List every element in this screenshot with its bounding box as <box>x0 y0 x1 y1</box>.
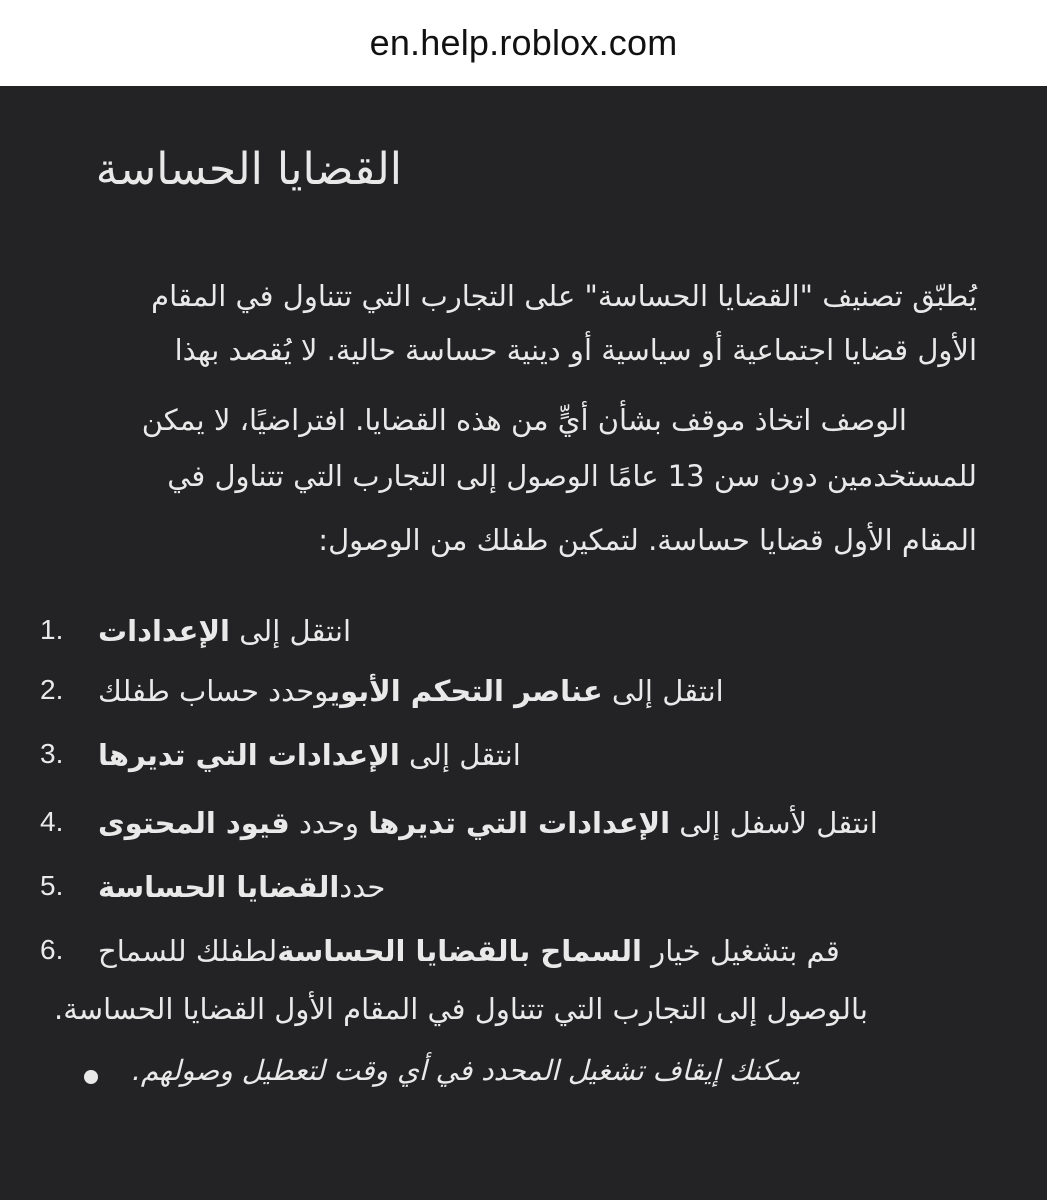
step-text <box>98 934 840 968</box>
step-bold: عناصر التحكم الأبوي <box>329 674 603 708</box>
step-text <box>98 806 878 840</box>
paragraph-line-3: الوصف اتخاذ موقف بشأن أيٍّ من هذه القضايا. افتراضيًا، لا يمكن <box>141 403 907 437</box>
step-plain: وحدد حساب طفلك <box>98 674 330 708</box>
step-item <box>40 870 1000 916</box>
browser-address-bar[interactable] <box>0 0 1047 86</box>
step-bold: الإعدادات <box>98 614 231 648</box>
step-number: 2. <box>40 674 64 705</box>
paragraph-line-4: للمستخدمين دون سن 13 عامًا الوصول إلى التجارب التي تتناول في <box>167 459 977 493</box>
step-plain: وحدد <box>289 806 369 840</box>
step-item <box>40 738 1000 784</box>
step-text <box>98 870 385 904</box>
step-number: 3. <box>40 738 64 769</box>
article-content <box>0 86 1047 1200</box>
step-text <box>98 738 521 772</box>
step-item <box>40 674 1000 720</box>
step-number: 5. <box>40 870 64 901</box>
step-bold: قيود المحتوى <box>98 806 290 840</box>
paragraph-line-5: المقام الأول قضايا حساسة. لتمكين طفلك من الوصول: <box>318 523 977 557</box>
url-text[interactable]: en.help.roblox.com <box>369 22 678 63</box>
step-number: 1. <box>40 614 64 645</box>
step-text <box>98 614 351 648</box>
step-plain: قم بتشغيل خيار <box>641 934 840 968</box>
step-bold: الإعدادات التي تديرها <box>368 806 671 840</box>
step-plain: انتقل إلى <box>399 738 521 772</box>
step-plain: انتقل إلى <box>230 614 352 648</box>
step-item <box>40 614 1000 660</box>
step-plain: انتقل لأسفل إلى <box>670 806 878 840</box>
paragraph-line-1: يُطبّق تصنيف "القضايا الحساسة" على التجارب التي تتناول في المقام <box>151 279 977 313</box>
step-plain: لطفلك للسماح <box>98 934 278 968</box>
step-item <box>40 806 1000 852</box>
step-bold: القضايا الحساسة <box>98 870 340 904</box>
step-number: 4. <box>40 806 64 837</box>
step-bold: الإعدادات التي تديرها <box>98 738 400 772</box>
step-text <box>98 674 724 708</box>
step-6-continuation: بالوصول إلى التجارب التي تتناول في المقام الأول القضايا الحساسة. <box>54 992 868 1026</box>
step-item <box>40 934 1000 980</box>
step-number: 6. <box>40 934 64 965</box>
step-plain: انتقل إلى <box>602 674 724 708</box>
paragraph-line-2: الأول قضايا اجتماعية أو سياسية أو دينية حساسة حالية. لا يُقصد بهذا <box>174 333 977 367</box>
step-plain: حدد <box>339 870 386 904</box>
bullet-dot-icon <box>84 1070 98 1084</box>
step-bold: السماح بالقضايا الحساسة <box>277 934 642 968</box>
page-title: القضايا الحساسة <box>95 144 402 195</box>
bullet-text: يمكنك إيقاف تشغيل المحدد في أي وقت لتعطيل وصولهم. <box>132 1054 801 1087</box>
